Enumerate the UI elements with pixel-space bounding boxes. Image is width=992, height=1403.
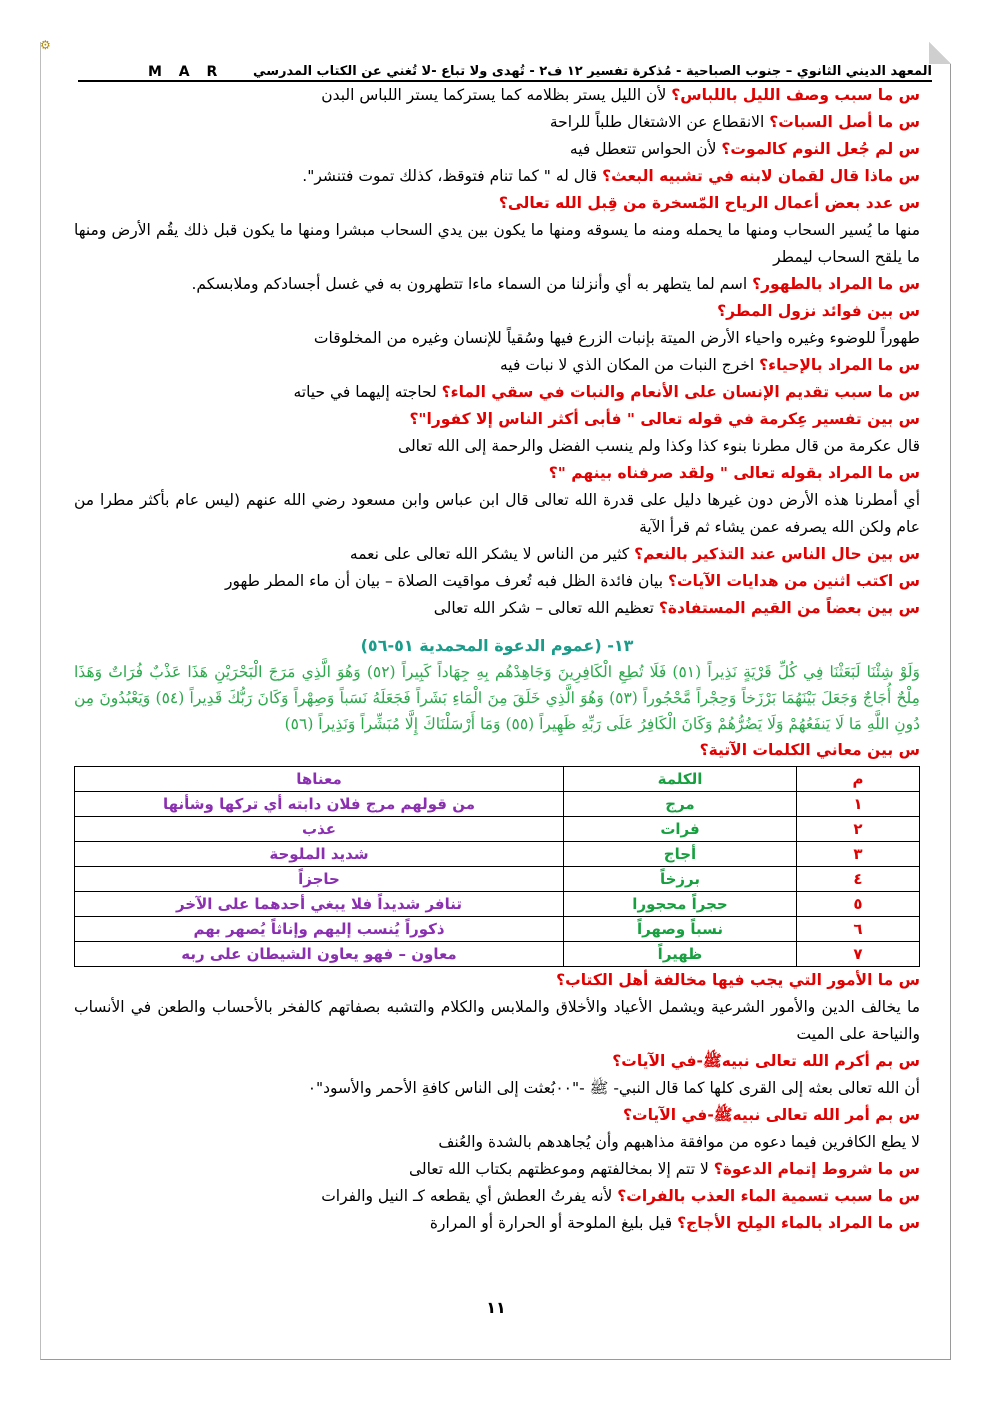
qa-line xyxy=(74,1156,920,1183)
qa-line xyxy=(74,109,920,136)
ahl-answer: ما يخالف الدين والأمور الشرعية ويشمل الأعياد والأخلاق والملابس والكلام والتشبه بصفاتهم كالفخر بالأحساب والطعن في الأنساب والنياحة على الميت xyxy=(74,998,920,1043)
answer: اسم لما يتطهر به أي وأنزلنا من السماء ماءا تتطهرون به في غسل أجسادكم وملابسكم. xyxy=(191,275,753,293)
row-meaning: معاون – فهو يعاون الشيطان على ربه xyxy=(75,942,564,967)
answer: الانقطاع عن الاشتغال طلباً للراحة xyxy=(549,113,770,131)
row-num: ٢ xyxy=(797,817,920,842)
sarrafnah-answer: أي أمطرنا هذه الأرض دون غيرها دليل على قدرة الله تعالى قال ابن عباس وابن مسعود رضي الله عنهم (ليس عام بأكثر مطرا من عام ولكن الله يصرفه عمن يشاء ثم قرأ الآية xyxy=(74,491,920,536)
vocab-question: س بين معاني الكلمات الآتية؟ xyxy=(699,741,920,759)
qa-line xyxy=(74,190,920,217)
question: س ما المراد بقوله تعالى " ولقد صرفناه بينهم "؟ xyxy=(548,464,920,482)
question: س ما سبب وصف الليل باللباس؟ xyxy=(671,86,920,104)
question: س ماذا قال لقمان لابنه في تشبيه البعث؟ xyxy=(602,167,920,185)
row-word: ظهيراً xyxy=(564,942,797,967)
section-title: ١٣- (عموم الدعوة المحمدية ٥١-٥٦) xyxy=(360,636,634,655)
question: س ما المراد بالإحياء؟ xyxy=(759,356,920,374)
qa-line xyxy=(74,379,920,406)
header-meaning: معناها xyxy=(75,767,564,792)
question: س بين فوائد نزول المطر؟ xyxy=(717,302,920,320)
qa-line xyxy=(74,1102,920,1129)
row-word: برزخاً xyxy=(564,867,797,892)
qa-line xyxy=(74,163,920,190)
page-header xyxy=(78,62,932,82)
answer: لأنه يفرتُ العطش أي يقطعه كـ النيل والفرات xyxy=(321,1187,618,1205)
answer: لأن الليل يستر بظلامه كما يستركما يستر اللباس البدن xyxy=(321,86,672,104)
question: س بين حال الناس عند التذكير بالنعم؟ xyxy=(634,545,920,563)
table-row xyxy=(75,817,920,842)
answer: قال له " كما تنام فتوقظ، كذلك تموت فتنشر". xyxy=(302,167,603,185)
row-num: ٦ xyxy=(797,917,920,942)
row-word: حجراً محجورا xyxy=(564,892,797,917)
header-word: الكلمة xyxy=(564,767,797,792)
qa-line xyxy=(74,271,920,298)
qa-line xyxy=(74,967,920,994)
row-meaning: ذكوراً يُنسب إليهم وإناثاً يُصهر بهم xyxy=(75,917,564,942)
row-num: ٥ xyxy=(797,892,920,917)
row-meaning: عذب xyxy=(75,817,564,842)
qa-line xyxy=(74,1075,920,1102)
qa-line xyxy=(74,406,920,433)
rain-answer: طهوراً للوضوء وغيره واحياء الأرض الميتة بإنبات الزرع فيها وسُقياً للإنسان وغيره من المخلوقات xyxy=(313,329,920,347)
qa-line xyxy=(74,595,920,622)
qa-line xyxy=(74,82,920,109)
row-num: ٧ xyxy=(797,942,920,967)
question: س ما سبب تسمية الماء العذب بالفرات؟ xyxy=(617,1187,920,1205)
question: س بين تفسير عِكرمة في قوله تعالى " فأبى أكثر الناس إلا كفورا"؟ xyxy=(409,410,920,428)
question: س ما الأمور التي يجب فيها مخالفة أهل الكتاب؟ xyxy=(556,971,920,989)
qa-line xyxy=(74,460,920,487)
question: س ما المراد بالطهور؟ xyxy=(752,275,920,293)
answer: أن الله تعالى بعثه إلى القرى كلها كما قال النبي- ﷺ -"٠٠بُعثت إلى الناس كافةِ الأحمر والأسود"٠ xyxy=(307,1079,920,1097)
row-meaning: تنافر شديداً فلا يبغي أحدهما على الآخر xyxy=(75,892,564,917)
question: س لم جُعل النوم كالموت؟ xyxy=(721,140,920,158)
answer: لا تتم إلا بمخالفتهم وموعظتهم بكتاب الله تعالى xyxy=(408,1160,714,1178)
question: س ما سبب تقديم الإنسان على الأنعام والنبات في سقي الماء؟ xyxy=(441,383,920,401)
header-code: M A R xyxy=(148,64,224,80)
row-word: نسباً وصهراً xyxy=(564,917,797,942)
question: س عدد بعض أعمال الرياح المّسخرة من قِبل الله تعالى؟ xyxy=(498,194,920,212)
table-header-row xyxy=(75,767,920,792)
row-word: فرات xyxy=(564,817,797,842)
answer: تعظيم الله تعالى – شكر الله تعالى xyxy=(433,599,659,617)
table-row xyxy=(75,892,920,917)
qa-line xyxy=(74,1210,920,1237)
question: س اكتب اثنين من هدايات الآيات؟ xyxy=(667,572,920,590)
qa-line xyxy=(74,737,920,764)
qa-line xyxy=(74,1183,920,1210)
question: س بم أمر الله تعالى نبيهﷺ-في الآيات؟ xyxy=(623,1106,920,1124)
row-num: ٣ xyxy=(797,842,920,867)
question: س ما المراد بالماء المِلح الأجاج؟ xyxy=(677,1214,920,1232)
quran-verses: وَلَوْ شِئْنَا لَبَعَثْنَا فِي كُلِّ قَرْيَةٍ نَذِيراً (٥١) فَلَا تُطِعِ الْكَافِرِينَ وَجَاهِدْهُم بِهِ جِهَاداً كَبِيراً (٥٢) وَهُوَ الَّذِي مَرَجَ الْبَحْرَيْنِ هَذَا عَذْبٌ فُرَاتٌ وَهَذَا مِلْحٌ أُجَاجٌ وَجَعَلَ بَيْنَهُمَا بَرْزَخاً وَحِجْراً مَّحْجُوراً (٥٣) وَهُوَ الَّذِي خَلَقَ مِنَ الْمَاءِ بَشَراً فَجَعَلَهُ نَسَباً وَصِهْراً وَكَانَ رَبُّكَ قَدِيراً (٥٤) وَيَعْبُدُونَ مِن دُونِ اللَّهِ مَا لَا يَنفَعُهُمْ وَلَا يَضُرُّهُمْ وَكَانَ الْكَافِرُ عَلَى رَبِّهِ ظَهِيراً (٥٥) وَمَا أَرْسَلْنَاكَ إِلَّا مُبَشِّراً وَنَذِيراً (٥٦) xyxy=(74,663,921,733)
table-row xyxy=(75,867,920,892)
answer: كثير من الناس لا يشكر الله تعالى على نعمه xyxy=(349,545,635,563)
answer: لحاجته إليهما في حياته xyxy=(293,383,442,401)
header-title: المعهد الديني الثانوي – جنوب الصباحية - مُذكرة تفسير ١٢ ف٢ - تُهدى ولا تباع -لا تُغني عن الكتاب المدرسي xyxy=(253,64,932,79)
vocab-table xyxy=(74,766,920,967)
question: س ما شروط إتمام الدعوة؟ xyxy=(713,1160,920,1178)
qa-line xyxy=(74,541,920,568)
row-meaning: من قولهم مرج فلان دابته أي تركها وشأنها xyxy=(75,792,564,817)
wind-answer: منها ما يُسير السحاب ومنها ما يحمله ومنه ما يسوقه ومنها ما يكون بين يدي السحاب مبشرا ومنها ما يكون قبل ذلك يقُم الأرض ومنها ما يلقح السحاب ليمطر xyxy=(74,221,920,266)
qa-line xyxy=(74,568,920,595)
qa-line xyxy=(74,136,920,163)
page-number: ١١ xyxy=(486,1298,506,1317)
qa-line xyxy=(74,1129,920,1156)
question: س ما أصل السبات؟ xyxy=(769,113,920,131)
question: س بين بعضاً من القيم المستفادة؟ xyxy=(658,599,920,617)
qa-line xyxy=(74,1048,920,1075)
row-word: مرج xyxy=(564,792,797,817)
question: س بم أكرم الله تعالى نبيهﷺ-في الآيات؟ xyxy=(612,1052,920,1070)
ikrima-answer: قال عكرمة من قال مطرنا بنوء كذا وكذا ولم ينسب الفضل والرحمة إلى الله تعالى xyxy=(398,437,920,455)
table-row xyxy=(75,942,920,967)
answer: بيان فائدة الظل فبه تُعرف مواقيت الصلاة – بيان أن ماء المطر طهور xyxy=(225,572,668,590)
row-meaning: شديد الملوحة xyxy=(75,842,564,867)
row-meaning: حاجزاً xyxy=(75,867,564,892)
answer: لا يطع الكافرين فيما دعوه من موافقة مذاهبهم وأن يُجاهدهم بالشدة والعُنف xyxy=(438,1133,920,1151)
page-content xyxy=(74,82,920,1237)
table-row xyxy=(75,917,920,942)
answer: قيل بليغ الملوحة أو الحرارة أو المرارة xyxy=(429,1214,678,1232)
qa-line xyxy=(74,352,920,379)
answer: لأن الحواس تتعطل فيه xyxy=(569,140,722,158)
header-num: م xyxy=(797,767,920,792)
row-word: أجاج xyxy=(564,842,797,867)
qa-line xyxy=(74,298,920,325)
answer: اخرج النبات من المكان الذي لا نبات فيه xyxy=(500,356,760,374)
table-row xyxy=(75,792,920,817)
bullet-icon: ⚙ xyxy=(40,38,51,52)
table-row xyxy=(75,842,920,867)
row-num: ٤ xyxy=(797,867,920,892)
row-num: ١ xyxy=(797,792,920,817)
